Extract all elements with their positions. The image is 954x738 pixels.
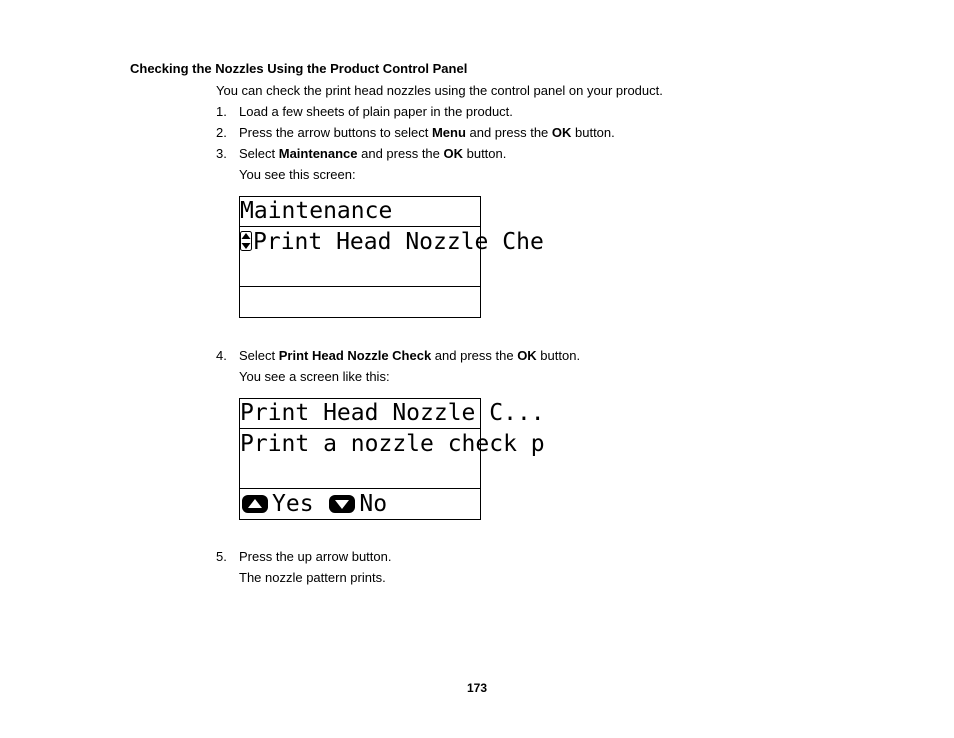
lcd-menu-row xyxy=(240,228,544,256)
section-heading: Checking the Nozzles Using the Product Control Panel xyxy=(130,61,468,76)
up-arrow-button-icon xyxy=(242,492,268,510)
step-number: 5. xyxy=(216,549,227,564)
lcd-divider xyxy=(240,226,480,227)
lcd-no-label: No xyxy=(359,491,388,517)
step-number: 4. xyxy=(216,348,227,363)
intro-text: You can check the print head nozzles using the control panel on your product. xyxy=(216,83,663,98)
lcd-divider xyxy=(240,428,480,429)
step-text: Press the up arrow button. xyxy=(239,549,392,564)
lcd-screen-maintenance xyxy=(239,196,544,318)
step-number: 3. xyxy=(216,146,227,161)
page-number: 173 xyxy=(466,681,488,695)
lcd-yes-label: Yes xyxy=(272,491,314,517)
step-text: Load a few sheets of plain paper in the product. xyxy=(239,104,513,119)
lcd-title: Maintenance xyxy=(240,198,393,224)
lcd-menu-item: Print Head Nozzle Che xyxy=(253,229,544,255)
lcd-screen-nozzle-check xyxy=(239,398,545,520)
lcd-divider xyxy=(240,286,480,287)
lcd-message: Print a nozzle check p xyxy=(240,431,545,457)
lcd-divider xyxy=(240,488,480,489)
step-number: 1. xyxy=(216,104,227,119)
step-5-note: The nozzle pattern prints. xyxy=(239,570,386,585)
step-number: 2. xyxy=(216,125,227,140)
down-arrow-button-icon xyxy=(329,492,355,510)
step-text: Press the arrow buttons to select Menu and press the OK button. xyxy=(239,125,615,140)
up-down-arrow-icon xyxy=(240,230,252,250)
lcd-options-row xyxy=(240,490,480,518)
step-text: Select Print Head Nozzle Check and press the OK button. xyxy=(239,348,581,363)
step-3-note: You see this screen: xyxy=(239,167,356,182)
lcd-title: Print Head Nozzle C... xyxy=(240,400,545,426)
step-text: Select Maintenance and press the OK button. xyxy=(239,146,507,161)
step-4-note: You see a screen like this: xyxy=(239,369,390,384)
